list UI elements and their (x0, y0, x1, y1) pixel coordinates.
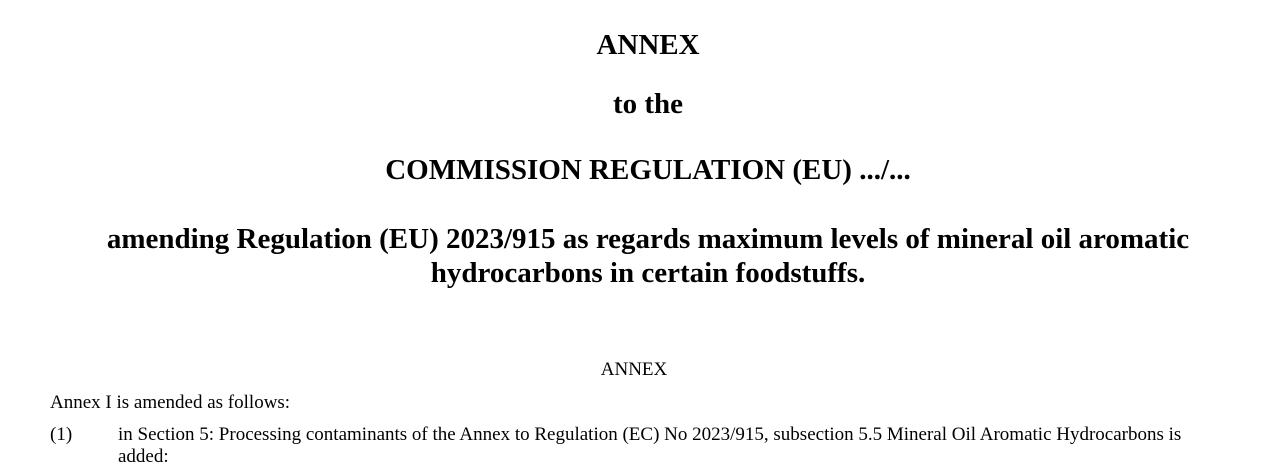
to-the-line: to the (612, 88, 684, 120)
amending-title: amending Regulation (EU) 2023/915 as regards maximum levels of mineral oil aromatic hydrocarbons in certain foodstuffs. (106, 223, 1190, 289)
intro-paragraph: Annex I is amended as follows: (50, 392, 291, 413)
annex-heading: ANNEX (600, 359, 668, 380)
regulation-title: COMMISSION REGULATION (EU) .../... (385, 154, 911, 186)
list-item-text: in Section 5: Processing contaminants of the Annex to Regulation (EC) No 2023/915, subsection 5.5 Mineral Oil Aromatic Hydrocarbons is added: (118, 424, 1182, 467)
list-item-number: (1) (50, 424, 73, 445)
annex-title: ANNEX (596, 29, 700, 61)
